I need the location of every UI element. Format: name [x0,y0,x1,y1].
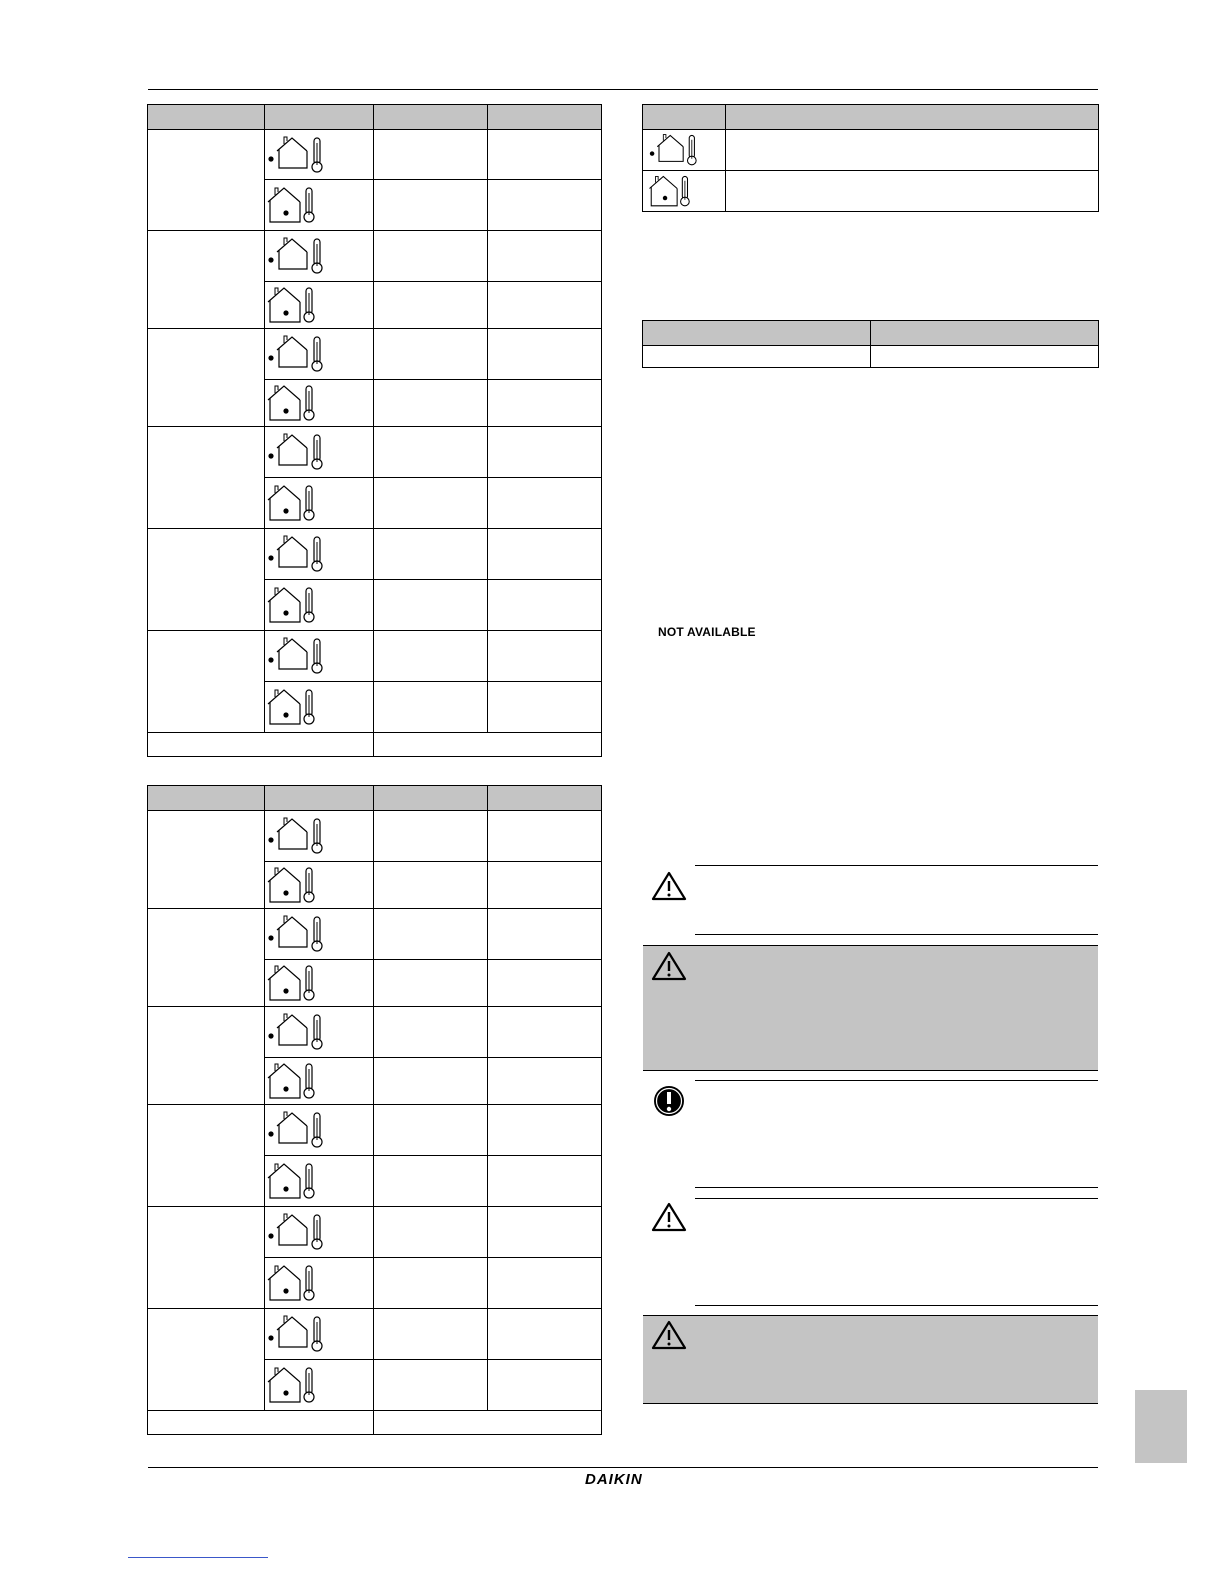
daikin-logo: DAIKIN [585,1471,643,1488]
block-rule-bottom [695,934,1098,935]
caution-icon [651,951,687,981]
side-chapter-tab [1135,1390,1187,1463]
table-row [148,529,602,580]
house-outdoor-thermometer-icon [267,1313,335,1357]
caution-icon [651,1320,687,1350]
house-indoor-thermometer-icon [267,1364,335,1408]
house-indoor-thermometer-icon [267,686,335,730]
house-outdoor-thermometer-icon [267,235,335,279]
table-row [148,1207,602,1258]
block-rule-bottom [695,1187,1098,1188]
block-rule-top [643,945,1098,946]
spec-table [642,320,1099,368]
table-row [148,1007,602,1058]
house-indoor-thermometer-icon [267,482,335,526]
house-outdoor-thermometer-icon [267,134,335,178]
house-outdoor-thermometer-icon [267,815,335,859]
table-row [148,427,602,478]
table-row [643,346,1099,368]
house-indoor-thermometer-icon [267,1160,335,1204]
house-outdoor-thermometer-icon [267,913,335,957]
table-row [148,130,602,180]
table-header-row [148,786,602,811]
house-outdoor-thermometer-icon [267,431,335,475]
table-row [643,130,1099,171]
table-row [148,909,602,960]
house-outdoor-thermometer-icon [644,132,712,170]
table-header-row [643,321,1099,346]
header-rule [148,89,1098,90]
house-outdoor-thermometer-icon [267,1011,335,1055]
table-row [148,1309,602,1360]
house-outdoor-thermometer-icon [267,333,335,377]
table-row [148,811,602,862]
not-available-label: NOT AVAILABLE [658,625,756,639]
link-underline[interactable] [128,1557,268,1558]
house-indoor-thermometer-icon [267,1262,335,1306]
caution-icon [651,871,687,901]
caution-block-4 [643,1198,1098,1306]
block-rule-bottom [643,1403,1098,1404]
house-indoor-thermometer-icon [267,864,335,908]
table-footer-row [148,733,602,757]
legend-table [642,104,1099,212]
footer-rule [148,1467,1098,1468]
block-rule-top [695,865,1098,866]
table-header-row [148,105,602,130]
zone-table-2 [147,785,602,1435]
block-rule-top [695,1080,1098,1081]
zone-table-1 [147,104,602,757]
house-indoor-thermometer-icon [267,184,335,228]
house-outdoor-thermometer-icon [267,1109,335,1153]
house-outdoor-thermometer-icon [267,533,335,577]
house-indoor-thermometer-icon [267,584,335,628]
house-outdoor-thermometer-icon [267,1211,335,1255]
table-row [148,1105,602,1156]
caution-block-1 [643,865,1098,935]
table-header-row [643,105,1099,130]
table-row [148,231,602,282]
caution-icon [651,1202,687,1232]
block-rule-top [695,1198,1098,1199]
block-rule-top [643,1315,1098,1316]
house-indoor-thermometer-icon [267,284,335,328]
table-footer-row [148,1411,602,1435]
house-indoor-thermometer-icon [267,962,335,1006]
table-row [643,171,1099,212]
house-outdoor-thermometer-icon [267,635,335,679]
table-row [148,631,602,682]
house-indoor-thermometer-icon [267,382,335,426]
table-row [148,329,602,380]
warning-block-5 [643,1315,1098,1404]
block-rule-bottom [695,1305,1098,1306]
notice-icon [652,1084,686,1118]
house-indoor-thermometer-icon [267,1060,335,1104]
notice-block-3 [643,1080,1098,1188]
block-rule-bottom [643,1070,1098,1071]
house-indoor-thermometer-icon [644,173,712,211]
warning-block-2 [643,945,1098,1071]
